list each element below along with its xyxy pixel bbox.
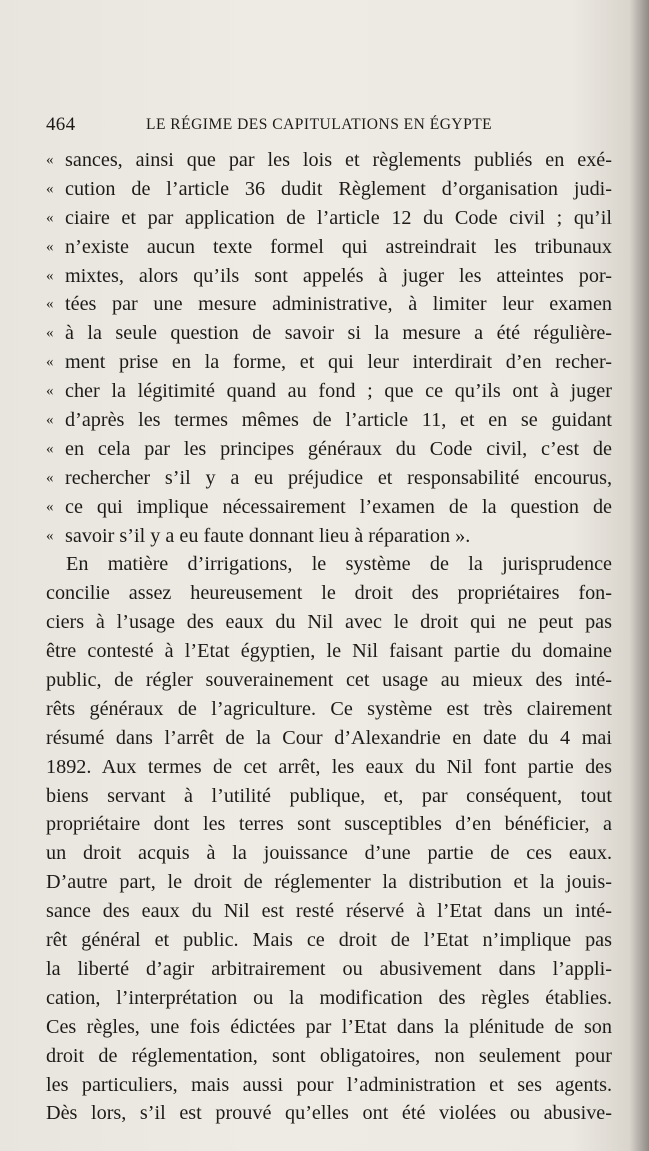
text-line: résumé dans l’arrêt de la Cour d’Alexandrie en date du 4 mai bbox=[46, 726, 612, 749]
text-line: Ces règles, une fois édictées par l’Etat dans la plénitude de son bbox=[46, 1015, 612, 1038]
text-line: rêt général et public. Mais ce droit de l’Etat n’implique pas bbox=[46, 929, 612, 952]
text-line: « à la seule question de savoir si la mesure a été régulière- bbox=[46, 319, 612, 348]
text-line: sance des eaux du Nil est resté réservé à l’Etat dans un inté- bbox=[46, 900, 612, 923]
text-line: public, de régler souverainement cet usage au mieux des inté- bbox=[46, 669, 612, 692]
paragraph-first-line: En matière d’irrigations, le système de la jurisprudence bbox=[66, 553, 612, 576]
text-line: être contesté à l’Etat égyptien, le Nil faisant partie du domaine bbox=[46, 640, 612, 663]
text-line: concilie assez heureusement le droit des propriétaires fon- bbox=[46, 582, 612, 605]
text-line: biens servant à l’utilité publique, et, par conséquent, tout bbox=[46, 784, 612, 807]
text-line: « mixtes, alors qu’ils sont appelés à juger les atteintes por- bbox=[46, 262, 612, 291]
text-line: ciers à l’usage des eaux du Nil avec le droit qui ne peut pas bbox=[46, 611, 612, 634]
text-line: « tées par une mesure administrative, à limiter leur examen bbox=[46, 290, 612, 319]
running-title: LE RÉGIME DES CAPITULATIONS EN ÉGYPTE bbox=[146, 116, 493, 133]
text-line: Dès lors, s’il est prouvé qu’elles ont été violées ou abusive- bbox=[46, 1102, 612, 1125]
text-line: « ciaire et par application de l’article 12 du Code civil ; qu’il bbox=[46, 204, 612, 233]
text-line: droit de réglementation, sont obligatoires, non seulement pour bbox=[46, 1044, 612, 1067]
text-line: rêts généraux de l’agriculture. Ce système est très clairement bbox=[46, 697, 612, 720]
text-line: 1892. Aux termes de cet arrêt, les eaux du Nil font partie des bbox=[46, 755, 612, 778]
text-line: « ment prise en la forme, et qui leur interdirait d’en recher- bbox=[46, 348, 612, 377]
text-line: propriétaire dont les terres sont susceptibles d’en bénéficier, a bbox=[46, 813, 612, 836]
text-line: « en cela par les principes généraux du Code civil, c’est de bbox=[46, 435, 612, 464]
text-line: « n’existe aucun texte formel qui astreindrait les tribunaux bbox=[46, 233, 612, 262]
text-line: « cher la légitimité quand au fond ; que ce qu’ils ont à juger bbox=[46, 377, 612, 406]
page-number: 464 bbox=[46, 114, 76, 135]
text-line: « rechercher s’il y a eu préjudice et responsabilité encourus, bbox=[46, 464, 612, 493]
text-line: « d’après les termes mêmes de l’article 11, et en se guidant bbox=[46, 406, 612, 435]
text-line: « ce qui implique nécessairement l’examen de la question de bbox=[46, 493, 612, 522]
text-line: la liberté d’agir arbitrairement ou abusivement dans l’appli- bbox=[46, 957, 612, 980]
text-line: les particuliers, mais aussi pour l’administration et ses agents. bbox=[46, 1073, 612, 1096]
running-head bbox=[46, 114, 607, 140]
text-line: « sances, ainsi que par les lois et règlements publiés en exé- bbox=[46, 146, 612, 175]
text-line: « savoir s’il y a eu faute donnant lieu à réparation ». bbox=[46, 522, 612, 551]
text-line: cation, l’interprétation ou la modification des règles établies. bbox=[46, 986, 612, 1009]
text-line: « cution de l’article 36 dudit Règlement d’organisation judi- bbox=[46, 175, 612, 204]
text-line: D’autre part, le droit de réglementer la distribution et la jouis- bbox=[46, 871, 612, 894]
body-text bbox=[46, 146, 612, 1128]
text-line: un droit acquis à la jouissance d’une partie de ces eaux. bbox=[46, 842, 612, 865]
